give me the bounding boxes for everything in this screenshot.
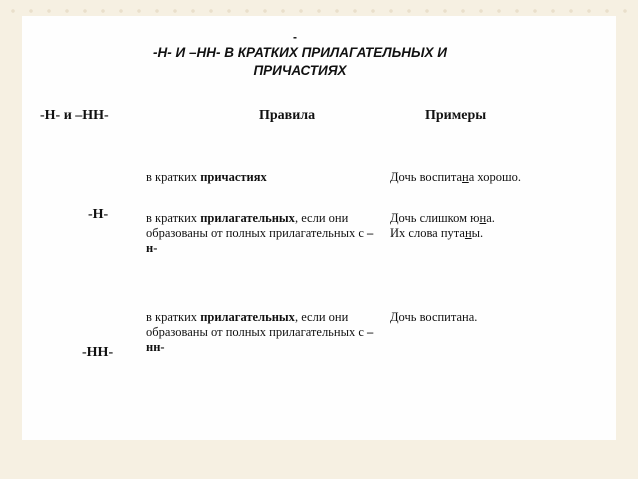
header-suffix: -Н- и –НН- (40, 108, 109, 123)
rule-cell-3 (146, 310, 378, 355)
example-text: Их слова пута (390, 226, 465, 240)
bottom-band (0, 440, 638, 479)
example-text: а. (486, 211, 495, 225)
example-text: а хорошо. (468, 170, 521, 184)
rule-suffix: –нн- (146, 325, 374, 354)
example-highlight: н (479, 211, 487, 225)
label-single-n: -Н- (88, 207, 109, 222)
example-text: Дочь слишком ю (390, 211, 480, 225)
example-line-1 (390, 211, 570, 226)
rule-cell-2 (146, 211, 378, 256)
rule-keyword: прилагательных (200, 211, 295, 225)
rule-keyword: причастиях (200, 170, 267, 184)
slide-title (60, 44, 540, 80)
header-rules: Правила (259, 108, 316, 123)
title-dash: - (293, 30, 297, 44)
example-text: Дочь воспита (390, 170, 463, 184)
example-highlight: н (462, 170, 469, 184)
rule-text: в кратких (146, 310, 201, 324)
example-cell-1 (390, 170, 570, 185)
example-line-2 (390, 226, 570, 241)
rule-text: , если они образованы от полных прилагательных с (146, 310, 368, 339)
rule-text: в кратких (146, 170, 201, 184)
rule-cell-1 (146, 170, 378, 185)
example-cell-3: Дочь воспитана. (390, 310, 478, 324)
rule-text: , если они образованы от полных прилагательных с (146, 211, 368, 240)
example-highlight: н (464, 226, 472, 240)
title-line-2: ПРИЧАСТИЯХ (253, 63, 347, 78)
example-text: ы. (471, 226, 484, 240)
header-examples: Примеры (425, 108, 487, 123)
title-line-1: -Н- И –НН- В КРАТКИХ ПРИЛАГАТЕЛЬНЫХ И (153, 45, 447, 60)
rule-keyword: прилагательных (200, 310, 295, 324)
label-double-n: -НН- (82, 345, 114, 360)
rule-suffix: –н- (146, 226, 374, 255)
example-cell-2 (390, 211, 570, 241)
rule-text: в кратких (146, 211, 201, 225)
